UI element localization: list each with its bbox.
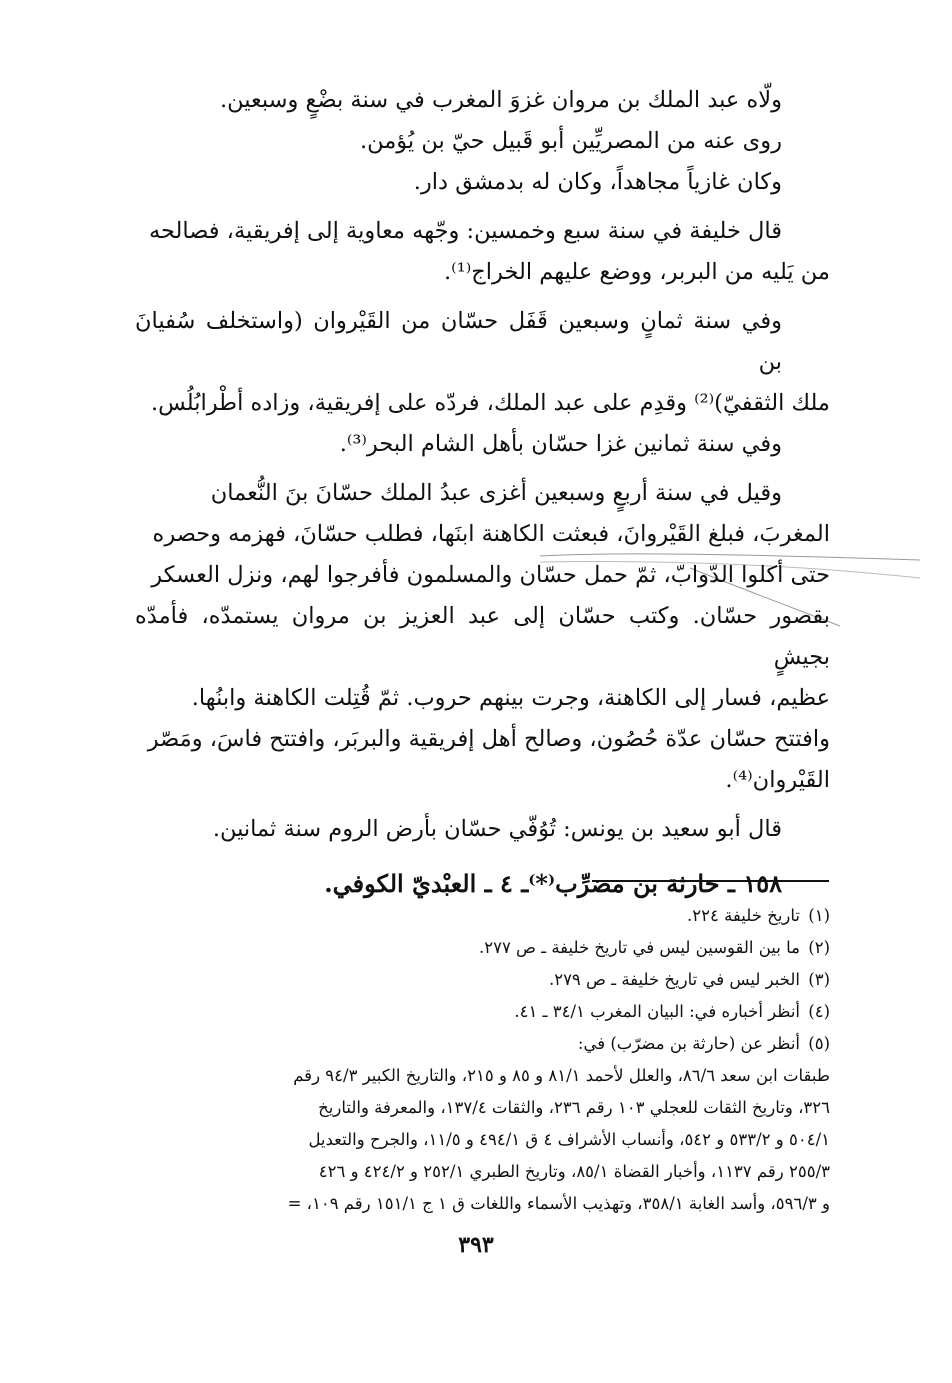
paragraph-4 — [135, 473, 830, 801]
text-line: قال أبو سعيد بن يونس: تُوُفّي حسّان بأرض الروم سنة ثمانين. — [212, 816, 782, 842]
footnote — [135, 996, 830, 1028]
footnote-text: ما بين القوسين ليس في تاريخ خليفة ـ ص ٢٧٧. — [478, 938, 800, 957]
text-line: وكان غازياً مجاهداً، وكان له بدمشق دار. — [413, 169, 782, 195]
text-line: وافتتح حسّان عدّة حُصُون، وصالح أهل إفريقية والبربَر، وافتتح فاسَ، ومَصّر — [147, 726, 830, 752]
footnotes — [135, 900, 830, 1220]
source-line: و ٥٩٦/٣، وأسد الغابة ٣٥٨/١، وتهذيب الأسماء واللغات ق ١ ج ١٥١/١ رقم ١٠٩، = — [287, 1194, 830, 1213]
footnote-number: (٢) — [808, 938, 830, 957]
footnote — [135, 900, 830, 932]
text-line: قال خليفة في سنة سبع وخمسين: وجّهه معاوية إلى إفريقية، فصالحه — [148, 218, 782, 244]
text-line: بقصور حسّان. وكتب حسّان إلى عبد العزيز بن مروان يستمدّه، فأمدّه بجيشٍ — [135, 603, 830, 670]
text-line: المغربَ، فبلغ القَيْروانَ، فبعثت الكاهنة ابنَها، فطلب حسّانَ، فهزمه وحصره — [152, 521, 830, 547]
footnote-number: (٣) — [808, 970, 830, 989]
text-line: وقيل في سنة أربعٍ وسبعين أغزى عبدُ الملك حسّانَ بنَ النُّعمان — [210, 480, 782, 506]
text-line: القَيْروان⁽⁴⁾. — [725, 767, 830, 793]
page-number: ٣٩٣ — [458, 1232, 494, 1258]
source-line: ٣٢٦، وتاريخ الثقات للعجلي ١٠٣ رقم ٢٣٦، والثقات ١٣٧/٤، والمعرفة والتاريخ — [318, 1098, 830, 1117]
text-line: ملك الثقفيّ)⁽²⁾ وقدِم على عبد الملك، فردّه على إفريقية، وزاده أطْرابُلُس. — [150, 390, 830, 416]
footnote-text: أنظر أخباره في: البيان المغرب ٣٤/١ ـ ٤١. — [514, 1002, 800, 1021]
text-line: حتى أكلوا الدّوابّ، ثمّ حمل حسّان والمسلمون فأفرجوا لهم، ونزل العسكر — [151, 562, 830, 588]
text-line: وفي سنة ثمانٍ وسبعين قَفَل حسّان من القَيْروان (واستخلف سُفيانَ بن — [135, 308, 782, 375]
footnote — [135, 932, 830, 964]
source-line: ٢٥٥/٣ رقم ١١٣٧، وأخبار القضاة ٨٥/١، وتاريخ الطبري ٢٥٢/١ و ٤٢٤/٢ و ٤٢٦ — [318, 1162, 830, 1181]
paragraph-5 — [135, 809, 830, 850]
footnote-text: أنظر عن (حارثة بن مضرّب) في: — [577, 1034, 800, 1053]
main-text — [135, 80, 830, 904]
text-line: روى عنه من المصريِّين أبو قَبيل حيّ بن يُؤمن. — [359, 128, 782, 154]
text-line: وفي سنة ثمانين غزا حسّان بأهل الشام البحر⁽³⁾. — [339, 431, 782, 457]
footnote-number: (٥) — [808, 1034, 830, 1053]
text-line: من يَليه من البربر، ووضع عليهم الخراج⁽¹⁾. — [444, 259, 830, 285]
paragraph-3 — [135, 301, 830, 465]
text-line: ولّاه عبد الملك بن مروان غزوَ المغرب في سنة بضْعٍ وسبعين. — [219, 87, 782, 113]
source-line: طبقات ابن سعد ٨٦/٦، والعلل لأحمد ٨١/١ و ٨٥ و ٢١٥، والتاريخ الكبير ٩٤/٣ رقم — [293, 1066, 830, 1085]
paragraph-1 — [135, 80, 830, 203]
footnote — [135, 964, 830, 996]
footnote-number: (٤) — [808, 1002, 830, 1021]
footnote-text: تاريخ خليفة ٢٢٤. — [687, 906, 800, 925]
footnote-text: الخبر ليس في تاريخ خليفة ـ ص ٢٧٩. — [548, 970, 800, 989]
paragraph-2 — [135, 211, 830, 293]
footnote-number: (١) — [808, 906, 830, 925]
text-line: عظيم، فسار إلى الكاهنة، وجرت بينهم حروب. ثمّ قُتِلت الكاهنة وابنُها. — [191, 685, 830, 711]
footnote — [135, 1028, 830, 1060]
footnote-separator — [592, 880, 829, 882]
entry-heading: ١٥٨ ـ حارثة بن مضرِّب⁽*⁾ـ ٤ ـ العبْديّ الكوفي. — [324, 869, 782, 898]
source-line: ٥٠٤/١ و ٥٣٣/٢ و ٥٤٢، وأنساب الأشراف ٤ ق ٤٩٤/١ و ١١/٥، والجرح والتعديل — [308, 1130, 830, 1149]
